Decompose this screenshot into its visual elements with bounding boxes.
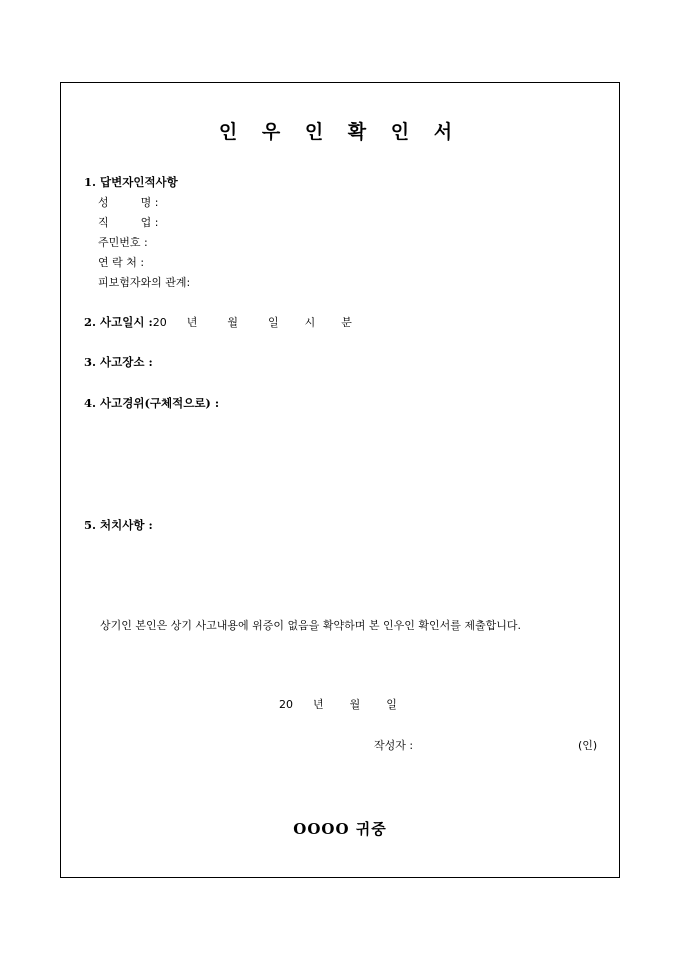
datetime-month-unit: 월 [227, 316, 238, 329]
seal-label: (인) [578, 739, 598, 752]
recipient: OOOO 귀중 [293, 820, 387, 838]
field-job-label-a: 직 [98, 216, 109, 229]
section-treatment-heading: 5. 처치사항 : [84, 518, 153, 532]
section-datetime-heading: 2. 사고일시 : [84, 315, 153, 329]
field-job [98, 217, 158, 228]
field-job-label-b: 업 : [140, 216, 159, 229]
declaration-statement: 상기인 본인은 상기 사고내용에 위증이 없음을 확약하며 본 인우인 확인서를 제출합니다. [100, 619, 521, 632]
author-label: 작성자 : [374, 739, 414, 752]
date-year-unit: 년 [313, 698, 324, 711]
datetime-day-unit: 일 [267, 316, 279, 329]
datetime-year-unit: 년 [186, 316, 198, 329]
field-id-number: 주민번호 : [98, 236, 148, 249]
field-contact: 연 락 처 : [98, 256, 145, 269]
field-name-label-b: 명 : [140, 196, 159, 209]
date-month-unit: 월 [349, 698, 361, 711]
field-name [98, 197, 158, 208]
section-circumstances-heading: 4. 사고경위(구체적으로) : [84, 396, 220, 410]
datetime-hour-unit: 시 [304, 316, 316, 329]
datetime-minute-unit: 분 [341, 316, 352, 329]
section-location-heading: 3. 사고장소 : [84, 355, 153, 369]
date-day-unit: 일 [386, 698, 397, 711]
date-year-prefix: 20 [279, 698, 293, 711]
field-relation: 피보험자와의 관계: [98, 276, 191, 289]
datetime-year-prefix: 20 [152, 316, 167, 329]
section-datetime [84, 317, 352, 329]
section-respondent-heading: 1. 답변자인적사항 [84, 175, 178, 189]
field-name-label-a: 성 [98, 196, 109, 209]
signature-date [279, 699, 397, 710]
document-title: 인 우 인 확 인 서 [218, 121, 462, 143]
